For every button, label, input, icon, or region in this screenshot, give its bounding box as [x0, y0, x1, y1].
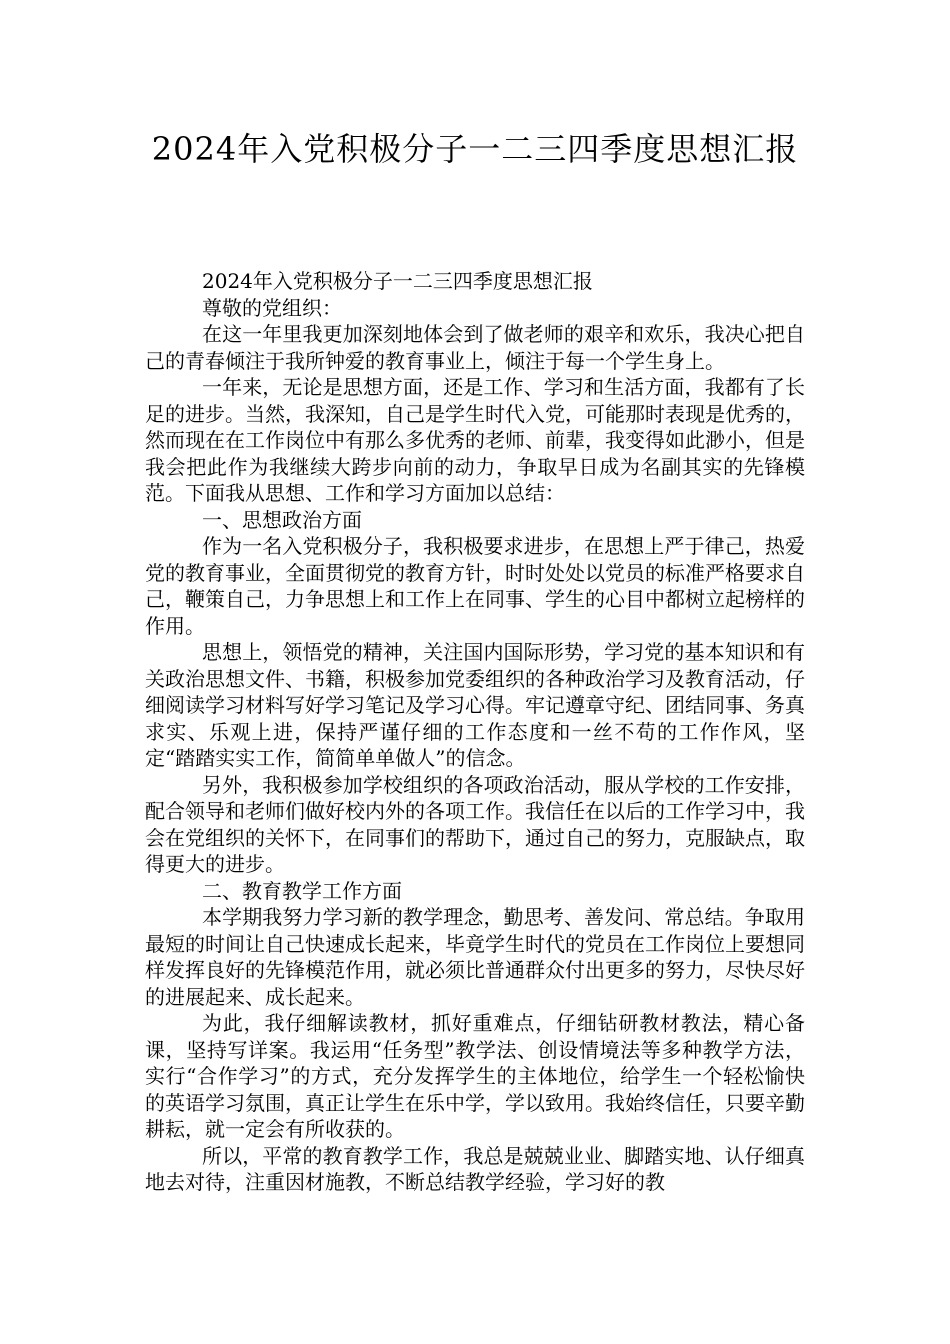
section-heading: 一、思想政治方面 [202, 507, 362, 532]
section-heading: 二、教育教学工作方面 [202, 878, 402, 903]
paragraph: 作为一名入党积极分子，我积极要求进步，在思想上严于律己，热爱党的教育事业，全面贯彻党的教育方针，时时处处以党员的标准严格要求自己，鞭策自己，力争思想上和工作上在同事、学生的心目中都树立起榜样的作用。 [145, 534, 805, 638]
body-subtitle: 2024年入党积极分子一二三四季度思想汇报 [202, 269, 593, 293]
document-body [145, 268, 805, 1196]
paragraph: 一年来，无论是思想方面，还是工作、学习和生活方面，我都有了长足的进步。当然，我深知，自己是学生时代入党，可能那时表现是优秀的，然而现在在工作岗位中有那么多优秀的老师、前辈，我变得如此渺小，但是我会把此作为我继续大跨步向前的动力，争取早日成为名副其实的先锋模范。下面我从思想、工作和学习方面加以总结： [145, 375, 805, 505]
salutation: 尊敬的党组织： [202, 295, 342, 320]
paragraph: 在这一年里我更加深刻地体会到了做老师的艰辛和欢乐，我决心把自己的青春倾注于我所钟爱的教育事业上，倾注于每一个学生身上。 [145, 322, 805, 373]
document-title: 2024年入党积极分子一二三四季度思想汇报 [151, 130, 799, 168]
paragraph: 本学期我努力学习新的教学理念，勤思考、善发问、常总结。争取用最短的时间让自己快速成长起来，毕竟学生时代的党员在工作岗位上要想同样发挥良好的先锋模范作用，就必须比普通群众付出更多的努力，尽快尽好的进展起来、成长起来。 [145, 905, 805, 1009]
paragraph: 另外，我积极参加学校组织的各项政治活动，服从学校的工作安排，配合领导和老师们做好校内外的各项工作。我信任在以后的工作学习中，我会在党组织的关怀下，在同事们的帮助下，通过自己的努力，克服缺点，取得更大的进步。 [145, 772, 805, 876]
paragraph: 思想上，领悟党的精神，关注国内国际形势，学习党的基本知识和有关政治思想文件、书籍，积极参加党委组织的各种政治学习及教育活动，仔细阅读学习材料写好学习笔记及学习心得。牢记遵章守纪、团结同事、务真求实、乐观上进，保持严谨仔细的工作态度和一丝不苟的工作作风，坚定“踏踏实实工作，简简单单做人”的信念。 [145, 640, 805, 770]
paragraph: 为此，我仔细解读教材，抓好重难点，仔细钻研教材教法，精心备课，坚持写详案。我运用“任务型”教学法、创设情境法等多种教学方法，实行“合作学习”的方式，充分发挥学生的主体地位，给学生一个轻松愉快的英语学习氛围，真正让学生在乐中学，学以致用。我始终信任，只要辛勤耕耘，就一定会有所收获的。 [145, 1011, 805, 1141]
paragraph: 所以，平常的教育教学工作，我总是兢兢业业、脚踏实地、认仔细真地去对待，注重因材施教，不断总结教学经验，学习好的教 [145, 1143, 805, 1194]
